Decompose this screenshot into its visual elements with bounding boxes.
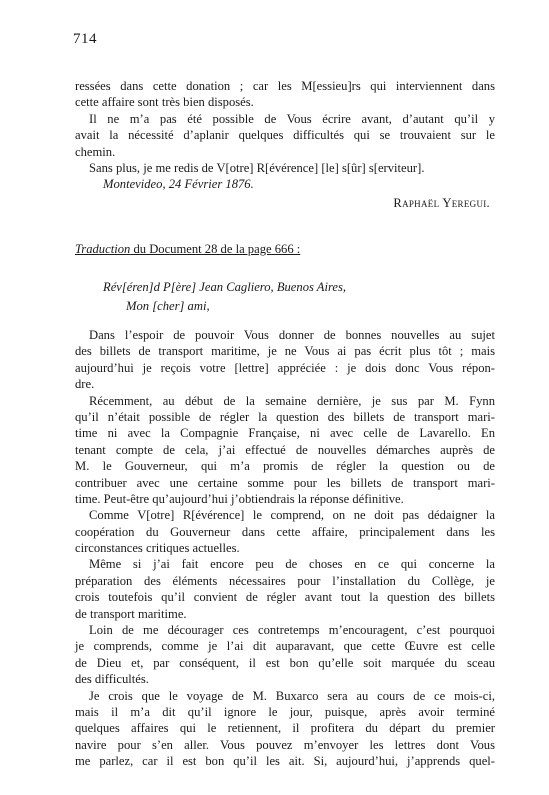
date-text: Montevideo, 24 Février 1876. xyxy=(103,177,254,191)
text-line: préparation des éléments nécessaires pour l’installation du Collège, je xyxy=(75,573,495,588)
text-line: tenant compte de cela, j’ai effectué de nouvelles démarches auprès de xyxy=(75,442,495,457)
text-line: cette affaire sont très bien disposés. xyxy=(75,95,254,110)
text-line: Loin de me décourager ces contretemps m’encouragent, c’est pourquoi xyxy=(89,623,495,638)
salutation-line: Rév[éren]d P[ère] Jean Cagliero, Buenos Aires, xyxy=(103,280,347,294)
translation-body xyxy=(75,327,495,770)
text-line: des billets de transport maritime, je ne Vous ai pas écrit plus tôt ; mais xyxy=(75,344,495,359)
text-line: chemin. xyxy=(75,144,116,159)
text-line: coopération du Gouverneur dans cette affaire, principalement dans les xyxy=(75,524,495,539)
text-line: contribuer avec une certaine somme pour les billets de transport mari- xyxy=(75,475,495,490)
text-line: dre. xyxy=(75,377,95,392)
page-number: 714 xyxy=(73,31,97,47)
signature-text: Raphaël Yeregui. xyxy=(393,196,490,210)
text-line: qu’il n’était possible de régler la question des billets de transport mari- xyxy=(75,409,495,424)
text-line: crois toutefois qu’il convient de régler avant tout la question des billets xyxy=(75,590,495,605)
text-line: Comme V[otre] R[évérence] le comprend, on ne doit pas dédaigner la xyxy=(89,508,495,523)
salutation-line: Mon [cher] ami, xyxy=(126,299,210,313)
text-line: M. le Gouverneur, qui m’a promis de régler la question ou de xyxy=(75,459,495,474)
text-line: circonstances critiques actuelles. xyxy=(75,541,240,556)
text-line: ressées dans cette donation ; car les M[essieu]rs qui interviennent dans xyxy=(75,79,495,93)
letter-signature xyxy=(290,195,490,211)
text-line: Récemment, au début de la semaine dernière, je sus par M. Fynn xyxy=(89,393,495,408)
text-line: time ni avec la Compagnie Française, ni avec celle de Lavarello. En xyxy=(75,426,495,441)
salutation xyxy=(103,279,346,295)
text-line: quelques affaires qui le retiennent, il profitera du départ du premier xyxy=(75,721,495,736)
text-line: Je crois que le voyage de M. Buxarco sera au cours de ce mois-ci, xyxy=(89,688,495,703)
salutation-2 xyxy=(126,298,210,314)
letter-date xyxy=(103,176,254,192)
text-line: Il ne m’a pas été possible de Vous écrire avant, d’autant qu’il y xyxy=(89,111,495,126)
text-line: time. Peut-être qu’aujourd’hui j’obtiendrais la réponse définitive. xyxy=(75,491,404,506)
text-line: Dans l’espoir de pouvoir Vous donner de bonnes nouvelles au sujet xyxy=(89,328,495,342)
text-line: de transport maritime. xyxy=(75,606,187,621)
heading-label: Traduction xyxy=(75,242,131,256)
text-line: Même si j’ai fait encore peu de choses en ce qui concerne la xyxy=(89,557,495,572)
letter-closing-block xyxy=(75,78,495,176)
text-line: avait la nécessité d’aplanir quelques difficultés qui se trouvaient sur le xyxy=(75,128,495,143)
text-line: mais il m’a dit qu’il ignore le jour, puisque, après avoir terminé xyxy=(75,704,495,719)
text-line: des difficultés. xyxy=(75,672,149,687)
section-heading xyxy=(75,241,300,257)
text-line: Sans plus, je me redis de V[otre] R[évérence] [le] s[ûr] s[erviteur]. xyxy=(89,160,425,175)
text-line: navire pour s’en aller. Vous pouvez m’envoyer les lettres dont Vous xyxy=(75,737,495,752)
text-line: je comprends, comme je l’ai dit auparavant, que cette Œuvre est celle xyxy=(75,639,495,654)
text-line: aujourd’hui je reçois votre [lettre] appréciée : je dois donc Vous répon- xyxy=(75,360,495,375)
text-line: me parlez, car il est bon qu’il les ait. Si, aujourd’hui, j’apprends quel- xyxy=(75,754,495,769)
heading-reference: du Document 28 de la page 666 : xyxy=(130,242,301,256)
text-line: de Dieu et, par conséquent, il est bon qu’elle soit marquée du sceau xyxy=(75,655,495,670)
